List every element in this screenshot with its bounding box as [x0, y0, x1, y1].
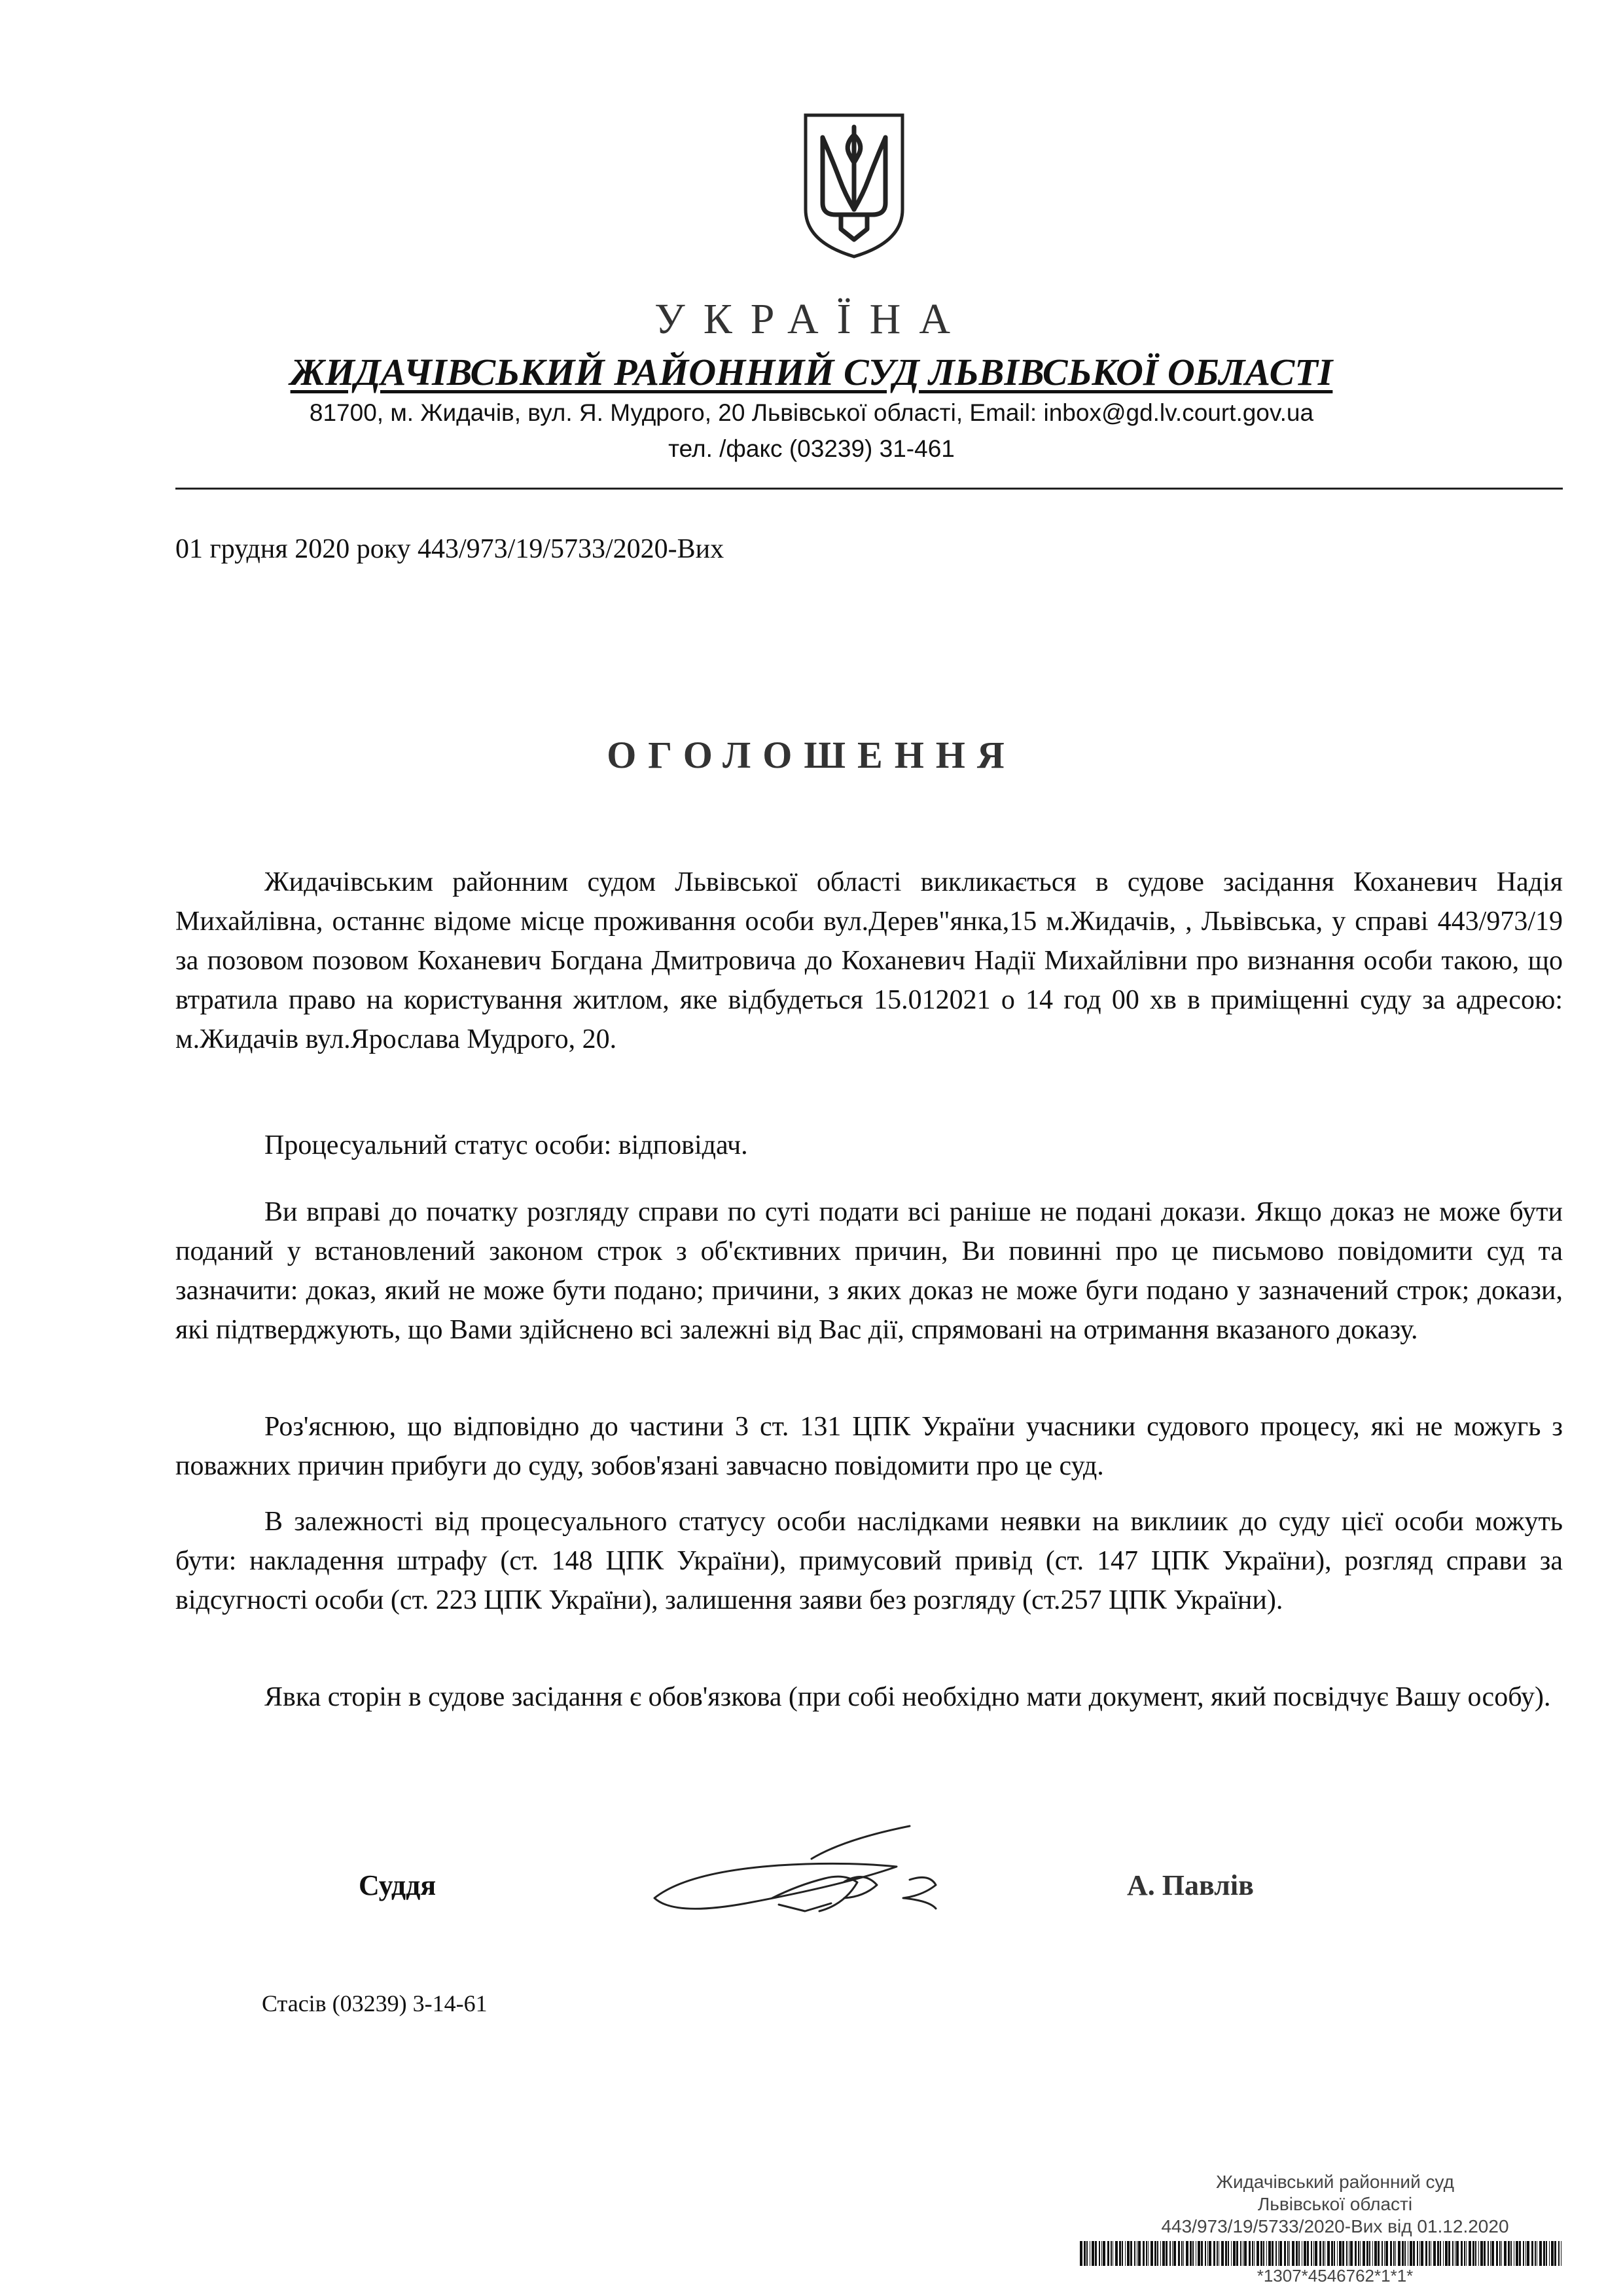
paragraph-evidence: Ви вправі до початку розгляду справи по суті подати всі раніше не подані докази. Якщо доказ не може бути поданий у встановлений законом строк з об'єктивних причин, Ви повинні про це письмово повідомити суд та зазначити: доказ, який не може бути подано; причини, з яких доказ не може буги подано у зазначений строк; докази, які підтверджують, що Вами здійснено всі залежні від Вас дії, спрямовані на отримання вказаного доказу.: [175, 1197, 1563, 1345]
paragraph-attendance: Явка сторін в судове засідання є обов'язкова (при собі необхідно мати документ, який посвідчує Вашу особу).: [264, 1682, 1551, 1712]
paragraph-procedural-status: Процесуальний статус особи: відповідач.: [264, 1130, 748, 1160]
judge-name: А. Павлів: [1127, 1869, 1254, 1901]
stamp-region: Львівської області: [1257, 2194, 1413, 2214]
court-phone: тел. /факс (03239) 31-461: [668, 435, 955, 462]
court-address: 81700, м. Жидачів, вул. Я. Мудрого, 20 Львівської області, Email: inbox@gd.lv.court.gov.ua: [309, 399, 1314, 426]
country-heading: УКРАЇНА: [654, 295, 969, 343]
header-divider: [175, 488, 1563, 490]
court-name-heading: ЖИДАЧІВСЬКИЙ РАЙОННИЙ СУД ЛЬВІВСЬКОЇ ОБЛАСТІ: [290, 351, 1333, 393]
barcode-graphic: [1080, 2241, 1564, 2266]
handwritten-signature: [648, 1820, 988, 1931]
coat-of-arms-trident-icon: [802, 111, 906, 259]
barcode-number: *1307*4546762*1*1*: [1257, 2266, 1414, 2286]
reference-line: 01 грудня 2020 року 443/973/19/5733/2020-Вих: [175, 534, 724, 564]
paragraph-explanation: Роз'яснюю, що відповідно до частини 3 ст. 131 ЦПК України учасники судового процесу, які не можугь з поважних причин прибуги до суду, зобов'язані завчасно повідомити про це суд.: [175, 1412, 1563, 1481]
paragraph-summons: Жидачівським районним судом Львівської області викликається в судове засідання Коханевич Надія Михайлівна, останнє відоме місце проживання особи вул.Дерев"янка,15 м.Жидачів, , Львівська, у справі 443/973/19 за позовом позовом Коханевич Богдана Дмитровича до Коханевич Надії Михайлівни про визнання особи такою, що втратила право на користування житлом, яке відбудеться 15.012021 о 14 год 00 хв в приміщенні суду за адресою: м.Жидачів вул.Ярослава Мудрого, 20.: [175, 867, 1563, 1054]
stamp-court-name: Жидачівський районний суд: [1216, 2172, 1454, 2192]
executor-contact: Стасів (03239) 3-14-61: [262, 1990, 488, 2017]
judge-role-label: Суддя: [359, 1869, 437, 1901]
document-title: ОГОЛОШЕННЯ: [607, 734, 1016, 776]
paragraph-consequences: В залежності від процесуального статусу особи наслідками неявки на виклиик до суду цієї особи можуть бути: накладення штрафу (ст. 148 ЦПК України), примусовий привід (ст. 147 ЦПК України), розгляд справи за відсугності особи (ст. 223 ЦПК України), залишення заяви без розгляду (ст.257 ЦПК України).: [175, 1507, 1563, 1615]
stamp-reference: 443/973/19/5733/2020-Вих від 01.12.2020: [1161, 2216, 1509, 2236]
